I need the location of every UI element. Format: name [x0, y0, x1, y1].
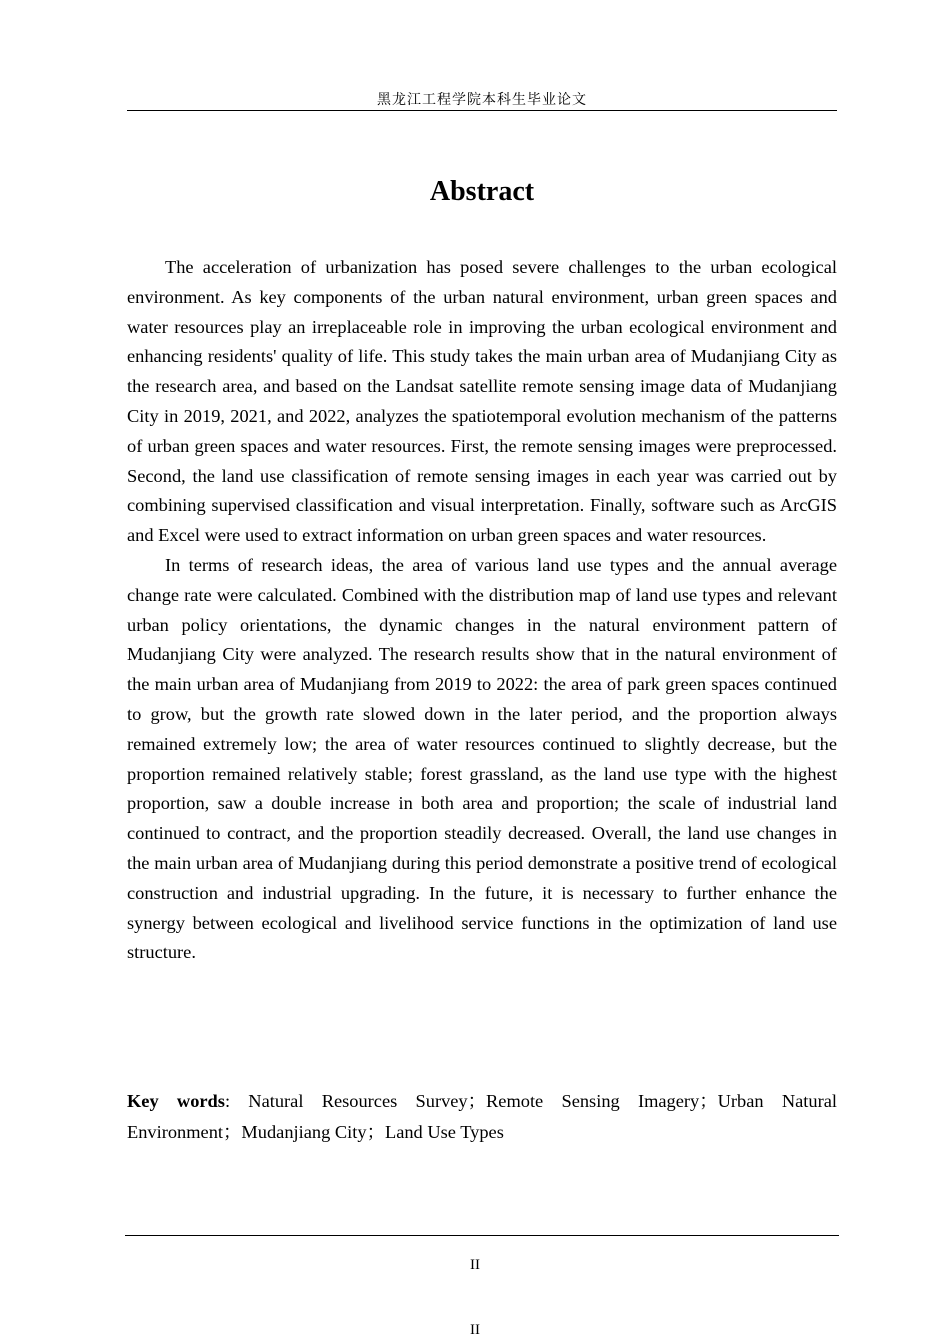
footer-divider: [125, 1235, 839, 1236]
abstract-paragraph-2: In terms of research ideas, the area of various land use types and the annual average change rate were calculated. Combined with the distribution map of land use types and relevant urban policy orientations, the dynamic changes in the natural environment pattern of Mudanjiang City were analyzed. The research results show that in the natural environment of the main urban area of Mudanjiang from 2019 to 2022: the area of park green spaces continued to grow, but the growth rate slowed down in the later period, and the proportion always remained extremely low; the area of water resources continued to slightly decrease, but the proportion remained relatively stable; forest grassland, as the land use type with the highest proportion, saw a double increase in both area and proportion; the scale of industrial land continued to contract, and the proportion steadily decreased. Overall, the land use changes in the main urban area of Mudanjiang during this period demonstrate a positive trend of ecological construction and industrial upgrading. In the future, it is necessary to further enhance the synergy between ecological and livelihood service functions in the optimization of land use structure.: [127, 554, 837, 963]
running-header: 黑龙江工程学院本科生毕业论文: [377, 92, 587, 108]
page-number-repeat: II: [470, 1322, 480, 1338]
page-number: II: [470, 1257, 480, 1273]
keywords-text: Natural Resources Survey；Remote Sensing Imagery；Urban Natural Environment；Mudanjiang City；Land Use Types: [127, 1091, 837, 1142]
abstract-heading: Abstract: [429, 176, 535, 207]
abstract-body: [127, 253, 837, 968]
keywords-block: [127, 1086, 837, 1148]
header-divider: [127, 110, 837, 111]
abstract-paragraph-1: The acceleration of urbanization has posed severe challenges to the urban ecological environment. As key components of the urban natural environment, urban green spaces and water resources play an irreplaceable role in improving the urban ecological environment and enhancing residents' quality of life. This study takes the main urban area of Mudanjiang City as the research area, and based on the Landsat satellite remote sensing image data of Mudanjiang City in 2019, 2021, and 2022, analyzes the spatiotemporal evolution mechanism of the patterns of urban green spaces and water resources. First, the remote sensing images were preprocessed. Second, the land use classification of remote sensing images in each year was carried out by combining supervised classification and visual interpretation. Finally, software such as ArcGIS and Excel were used to extract information on urban green spaces and water resources.: [127, 257, 837, 546]
keywords-label: Key words: [127, 1091, 225, 1111]
keywords-separator: :: [224, 1091, 249, 1111]
